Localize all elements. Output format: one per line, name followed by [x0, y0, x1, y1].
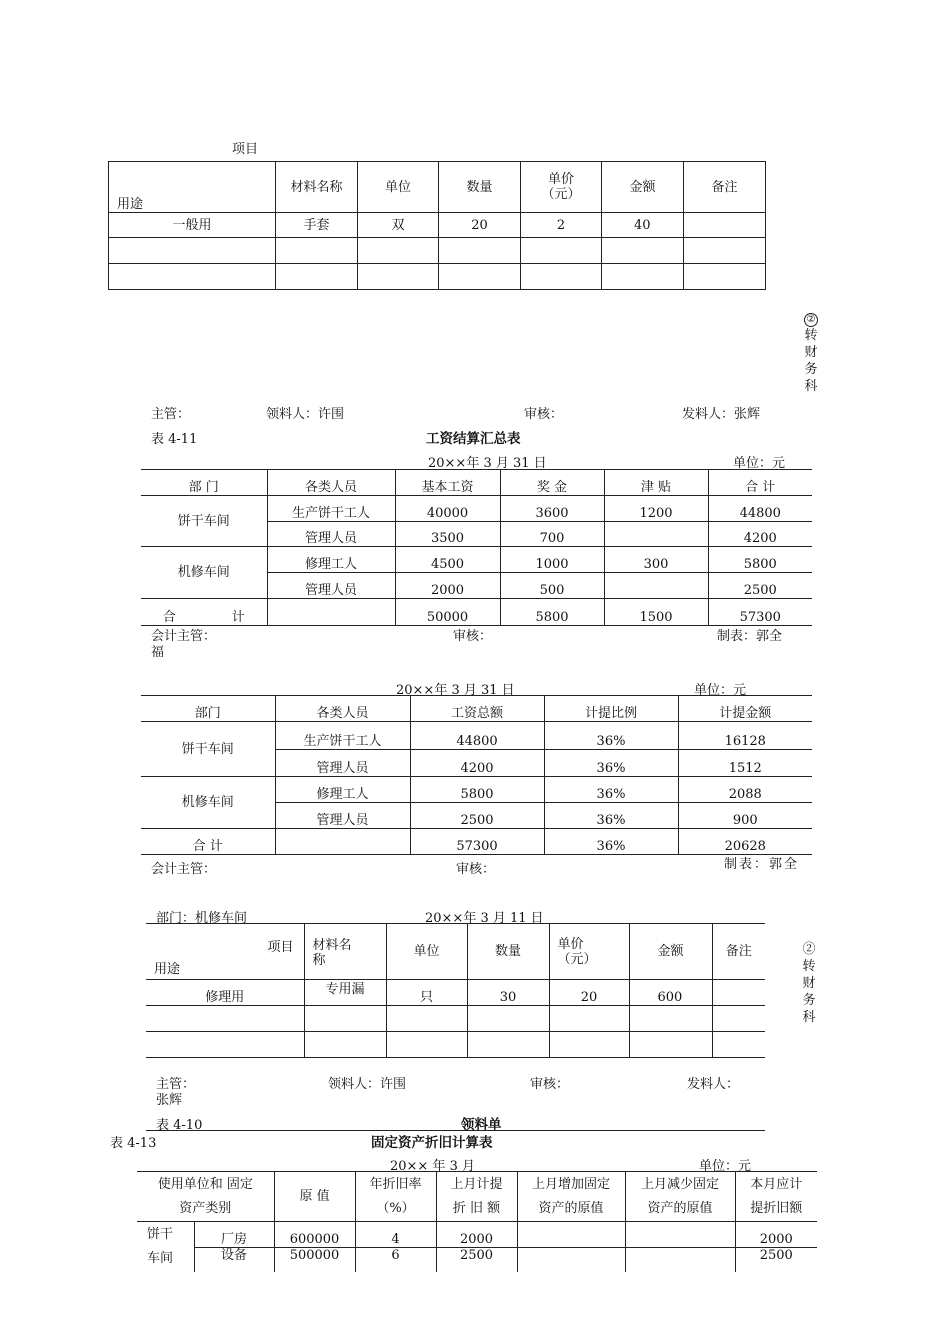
t4-side-mark: ②	[802, 942, 816, 957]
t3-footer-a: 会计主管：	[151, 862, 217, 877]
t3-cell	[275, 829, 410, 855]
t2-header: 部 门	[141, 470, 267, 496]
t4-dept: 部门：机修车间	[156, 911, 248, 926]
t5-header: 原 值	[274, 1172, 355, 1222]
table-row	[146, 980, 765, 1006]
t5-dept: 饼干 车间	[137, 1222, 194, 1272]
t3-cell: 900	[678, 803, 812, 829]
t3-cell: 36%	[544, 803, 678, 829]
t2-dept: 机修车间	[141, 547, 267, 599]
t2-header: 基本工资	[395, 470, 500, 496]
t5-label: 表 4-13	[110, 1136, 157, 1151]
t2-footer-b: 审核：	[453, 629, 493, 644]
t5-cell: 2500	[735, 1248, 817, 1272]
t3-footer-b: 审核：	[456, 862, 496, 877]
t4-header: 单价 （元）	[549, 924, 629, 980]
t4-side-text: 转财务科	[802, 959, 816, 1025]
t5-cell	[625, 1222, 735, 1248]
t5-header: 上月增加固定 资产的原值	[517, 1172, 625, 1222]
t4-cell: 20	[549, 980, 629, 1006]
t5-header: 本月应计 提折旧额	[735, 1172, 817, 1222]
t4-header: 金额	[629, 924, 712, 980]
t1-cell: 一般用	[109, 213, 276, 238]
t3-total-label: 合 计	[141, 829, 275, 855]
t1-side-mark: ②	[804, 313, 818, 327]
t1-corner-cell	[109, 162, 276, 213]
t3-dept: 饼干车间	[141, 722, 275, 777]
t3-cell: 2088	[678, 777, 812, 803]
table-row	[141, 722, 812, 750]
table-row	[109, 264, 766, 290]
t2-label: 表 4-11	[151, 432, 198, 447]
table-row	[137, 1222, 817, 1248]
t5-cell	[625, 1248, 735, 1272]
t3-header: 计提比例	[544, 696, 678, 722]
t3-cell: 36%	[544, 777, 678, 803]
t5-cell: 2000	[735, 1222, 817, 1248]
t3-cell: 管理人员	[275, 750, 410, 777]
t5-cell: 厂房	[194, 1222, 274, 1248]
requisition-table-1	[108, 161, 766, 290]
t2-cell: 1000	[500, 547, 604, 573]
t4-header: 备注	[712, 924, 765, 980]
t3-cell: 16128	[678, 722, 812, 750]
t1-cell: 双	[358, 213, 439, 238]
t4-header: 单位	[386, 924, 467, 980]
t2-footer-a: 会计主管：	[151, 629, 217, 644]
t3-cell: 20628	[678, 829, 812, 855]
t2-cell: 3500	[395, 522, 500, 547]
t5-header: 使用单位和 固定 资产类别	[137, 1172, 274, 1222]
t4-footer-d: 发料人：	[687, 1077, 740, 1092]
t4-cell: 30	[467, 980, 549, 1006]
t2-cell: 修理工人	[267, 547, 395, 573]
welfare-accrual-table	[141, 695, 812, 855]
t2-cell	[604, 573, 708, 599]
t2-cell: 1500	[604, 599, 708, 626]
t1-cell: 2	[521, 213, 602, 238]
t2-cell: 管理人员	[267, 573, 395, 599]
salary-summary-table	[141, 469, 812, 626]
t2-cell: 5800	[708, 547, 812, 573]
t3-header: 计提金额	[678, 696, 812, 722]
t2-total-label: 合 计	[141, 599, 267, 626]
t4-footer-a: 主管：	[156, 1077, 196, 1092]
t2-cell	[604, 522, 708, 547]
t1-footer-d: 发料人：张辉	[682, 407, 761, 422]
t3-cell: 2500	[410, 803, 544, 829]
table-row	[141, 777, 812, 803]
t4-title: 领料单	[461, 1117, 502, 1133]
t3-cell: 36%	[544, 829, 678, 855]
table-row-total	[141, 599, 812, 626]
t2-cell: 44800	[708, 496, 812, 522]
t2-cell: 4200	[708, 522, 812, 547]
t5-cell	[517, 1222, 625, 1248]
t5-cell: 600000	[274, 1222, 355, 1248]
t5-header: 上月减少固定 资产的原值	[625, 1172, 735, 1222]
table-row	[109, 238, 766, 264]
t4-footer-b: 领料人：许围	[328, 1077, 407, 1092]
t1-cell	[684, 213, 766, 238]
t2-footer-c: 制表：郭全	[717, 629, 783, 644]
t2-header: 各类人员	[267, 470, 395, 496]
t3-cell: 57300	[410, 829, 544, 855]
t3-cell: 生产饼干工人	[275, 722, 410, 750]
t3-cell: 管理人员	[275, 803, 410, 829]
t3-header: 工资总额	[410, 696, 544, 722]
t1-side-text: 转财务科	[804, 328, 818, 394]
t4-header: 材料名 称	[304, 924, 386, 980]
t3-cell: 36%	[544, 722, 678, 750]
t1-footer-b: 领料人：许围	[266, 407, 345, 422]
t5-cell: 6	[355, 1248, 436, 1272]
t3-dept: 机修车间	[141, 777, 275, 829]
t5-cell: 500000	[274, 1248, 355, 1272]
t2-cell: 2500	[708, 573, 812, 599]
table-row	[146, 1006, 765, 1032]
t5-cell: 2500	[436, 1248, 517, 1272]
t4-cell: 只	[386, 980, 467, 1006]
t1-side-note	[803, 310, 819, 395]
requisition-table-2	[146, 923, 765, 1058]
depreciation-table	[137, 1171, 817, 1272]
t4-label: 表 4-10	[156, 1118, 203, 1133]
t4-date: 20××年 3 月 11 日	[425, 911, 544, 926]
table-row	[109, 213, 766, 238]
t1-cell: 40	[602, 213, 684, 238]
t5-cell	[517, 1248, 625, 1272]
t4-corner-top: 项目	[267, 940, 294, 955]
t3-cell: 修理工人	[275, 777, 410, 803]
t3-cell: 5800	[410, 777, 544, 803]
t4-corner-cell	[146, 924, 304, 980]
t2-dept: 饼干车间	[141, 496, 267, 547]
t3-footer-c: 制表：郭全	[724, 857, 800, 872]
t1-header: 备注	[684, 162, 766, 213]
table-row	[137, 1248, 817, 1272]
t2-cell: 40000	[395, 496, 500, 522]
t2-cell: 700	[500, 522, 604, 547]
t2-cell: 3600	[500, 496, 604, 522]
t5-title: 固定资产折旧计算表	[371, 1135, 493, 1151]
t4-side-note	[801, 941, 817, 1026]
t2-cell: 5800	[500, 599, 604, 626]
t4-cell: 修理用	[146, 980, 304, 1006]
t1-header: 材料名称	[276, 162, 358, 213]
t4-corner-bottom: 用途	[154, 962, 181, 977]
t2-footer-d: 福	[151, 645, 165, 660]
table-row-total	[141, 829, 812, 855]
t3-cell: 44800	[410, 722, 544, 750]
t1-footer-c: 审核：	[524, 407, 564, 422]
t3-unit: 单位：元	[694, 683, 747, 698]
t3-cell: 1512	[678, 750, 812, 777]
t2-cell: 1200	[604, 496, 708, 522]
t1-footer-a: 主管：	[151, 407, 191, 422]
t5-header: 年折旧率 （%）	[355, 1172, 436, 1222]
t1-cell: 手套	[276, 213, 358, 238]
t2-cell	[267, 599, 395, 626]
t3-cell: 4200	[410, 750, 544, 777]
t1-cell: 20	[439, 213, 521, 238]
t2-cell: 500	[500, 573, 604, 599]
t2-cell: 50000	[395, 599, 500, 626]
t5-cell: 设备	[194, 1248, 274, 1272]
t1-corner-bottom: 用途	[117, 197, 144, 212]
t3-date: 20××年 3 月 31 日	[396, 683, 515, 698]
t5-cell: 2000	[436, 1222, 517, 1248]
table-row	[141, 496, 812, 522]
t2-cell: 300	[604, 547, 708, 573]
t2-cell: 生产饼干工人	[267, 496, 395, 522]
t3-header: 部门	[141, 696, 275, 722]
t4-header: 数量	[467, 924, 549, 980]
t1-header: 金额	[602, 162, 684, 213]
t1-header: 单位	[358, 162, 439, 213]
t4-cell: 600	[629, 980, 712, 1006]
t2-cell: 管理人员	[267, 522, 395, 547]
t2-cell: 4500	[395, 547, 500, 573]
t2-unit: 单位：元	[733, 456, 786, 471]
table-row	[146, 1032, 765, 1058]
t1-header: 单价 （元）	[521, 162, 602, 213]
t4-footer-e: 张辉	[156, 1093, 183, 1108]
t2-header: 奖 金	[500, 470, 604, 496]
t2-cell: 57300	[708, 599, 812, 626]
t5-date: 20×× 年 3 月	[390, 1159, 475, 1174]
t1-corner-top-text: 项目	[232, 142, 259, 157]
t1-header: 数量	[439, 162, 521, 213]
t4-footer-c: 审核：	[530, 1077, 570, 1092]
t2-header: 津 贴	[604, 470, 708, 496]
t2-date: 20××年 3 月 31 日	[428, 456, 547, 471]
t4-cell	[712, 980, 765, 1006]
t2-cell: 2000	[395, 573, 500, 599]
t5-unit: 单位：元	[699, 1159, 752, 1174]
t5-cell: 4	[355, 1222, 436, 1248]
t3-cell: 36%	[544, 750, 678, 777]
t2-title: 工资结算汇总表	[426, 431, 521, 447]
table-row	[141, 547, 812, 573]
t3-header: 各类人员	[275, 696, 410, 722]
t2-header: 合 计	[708, 470, 812, 496]
t4-cell: 专用漏	[304, 980, 386, 1006]
t5-header: 上月计提 折 旧 额	[436, 1172, 517, 1222]
